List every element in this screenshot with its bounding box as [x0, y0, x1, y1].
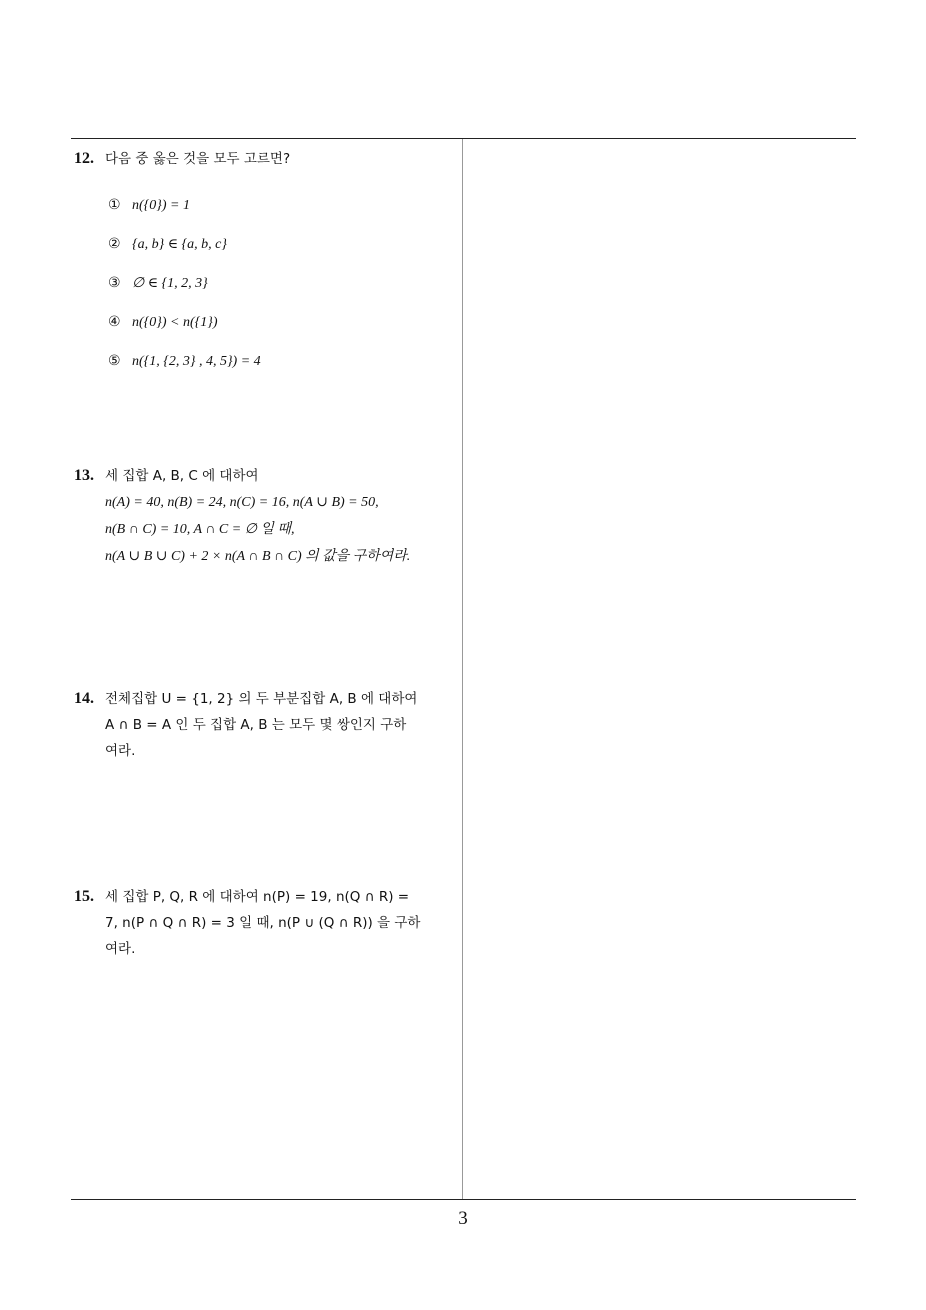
choice-4-text: n({0}) < n({1}): [132, 315, 218, 330]
choice-3-text: ∅ ∈ {1, 2, 3}: [132, 276, 208, 291]
choice-4-mark: ④: [108, 314, 121, 330]
problem-15: [74, 884, 456, 962]
choice-2: [108, 225, 456, 264]
problem-12-choices: [74, 186, 456, 381]
problem-15-line-1: [74, 884, 456, 910]
problem-13-text-4: n(A ∪ B ∪ C) + 2 × n(A ∩ B ∩ C) 의 값을 구하여라.: [105, 549, 411, 564]
problem-15-text-1: 세 집합 P, Q, R 에 대하여 n(P) = 19, n(Q ∩ R) =: [105, 889, 410, 905]
problem-13: [74, 463, 456, 570]
problem-14-number: 14.: [74, 690, 94, 707]
choice-2-text: {a, b} ∈ {a, b, c}: [132, 237, 227, 252]
page-number: 3: [458, 1208, 468, 1229]
top-rule: [71, 138, 856, 139]
problem-13-text-2: n(A) = 40, n(B) = 24, n(C) = 16, n(A ∪ B) = 50,: [105, 495, 379, 510]
problem-15-text-3: 여라.: [105, 941, 136, 957]
choice-1-mark: ①: [108, 197, 121, 213]
choice-4: [108, 303, 456, 342]
choice-3: [108, 264, 456, 303]
problem-13-line-1: [74, 463, 456, 489]
problem-14-line-1: [74, 686, 456, 712]
column-divider: [462, 139, 463, 1200]
problem-13-number: 13.: [74, 467, 94, 484]
problem-13-text-1: 세 집합 A, B, C 에 대하여: [105, 468, 259, 484]
problem-12: [74, 146, 456, 381]
problem-14: [74, 686, 456, 764]
problem-14-line-2: [74, 712, 456, 738]
choice-2-mark: ②: [108, 236, 121, 252]
problem-14-text-1: 전체집합 U = {1, 2} 의 두 부분집합 A, B 에 대하여: [105, 691, 418, 707]
problem-12-line-1: [74, 146, 456, 172]
problem-15-line-2: [74, 910, 456, 936]
problem-12-number: 12.: [74, 150, 94, 167]
choice-5: [108, 342, 456, 381]
problem-14-line-3: [74, 738, 456, 764]
problem-15-line-3: [74, 936, 456, 962]
problem-14-text-2: A ∩ B = A 인 두 집합 A, B 는 모두 몇 쌍인지 구하: [105, 717, 407, 733]
problem-13-line-2: [74, 489, 456, 516]
choice-1: [108, 186, 456, 225]
problem-15-number: 15.: [74, 888, 94, 905]
bottom-rule: [71, 1199, 856, 1200]
problem-13-text-3: n(B ∩ C) = 10, A ∩ C = ∅ 일 때,: [105, 522, 295, 537]
problem-12-text: 다음 중 옳은 것을 모두 고르면?: [105, 151, 291, 167]
choice-5-text: n({1, {2, 3} , 4, 5}) = 4: [132, 354, 261, 369]
problem-13-line-3: [74, 516, 456, 543]
problem-13-line-4: [74, 543, 456, 570]
choice-1-text: n({0}) = 1: [132, 198, 190, 213]
problem-15-text-2: 7, n(P ∩ Q ∩ R) = 3 일 때, n(P ∪ (Q ∩ R)) 을 구하: [105, 915, 421, 931]
problem-14-text-3: 여라.: [105, 743, 136, 759]
choice-5-mark: ⑤: [108, 353, 121, 369]
choice-3-mark: ③: [108, 275, 121, 291]
